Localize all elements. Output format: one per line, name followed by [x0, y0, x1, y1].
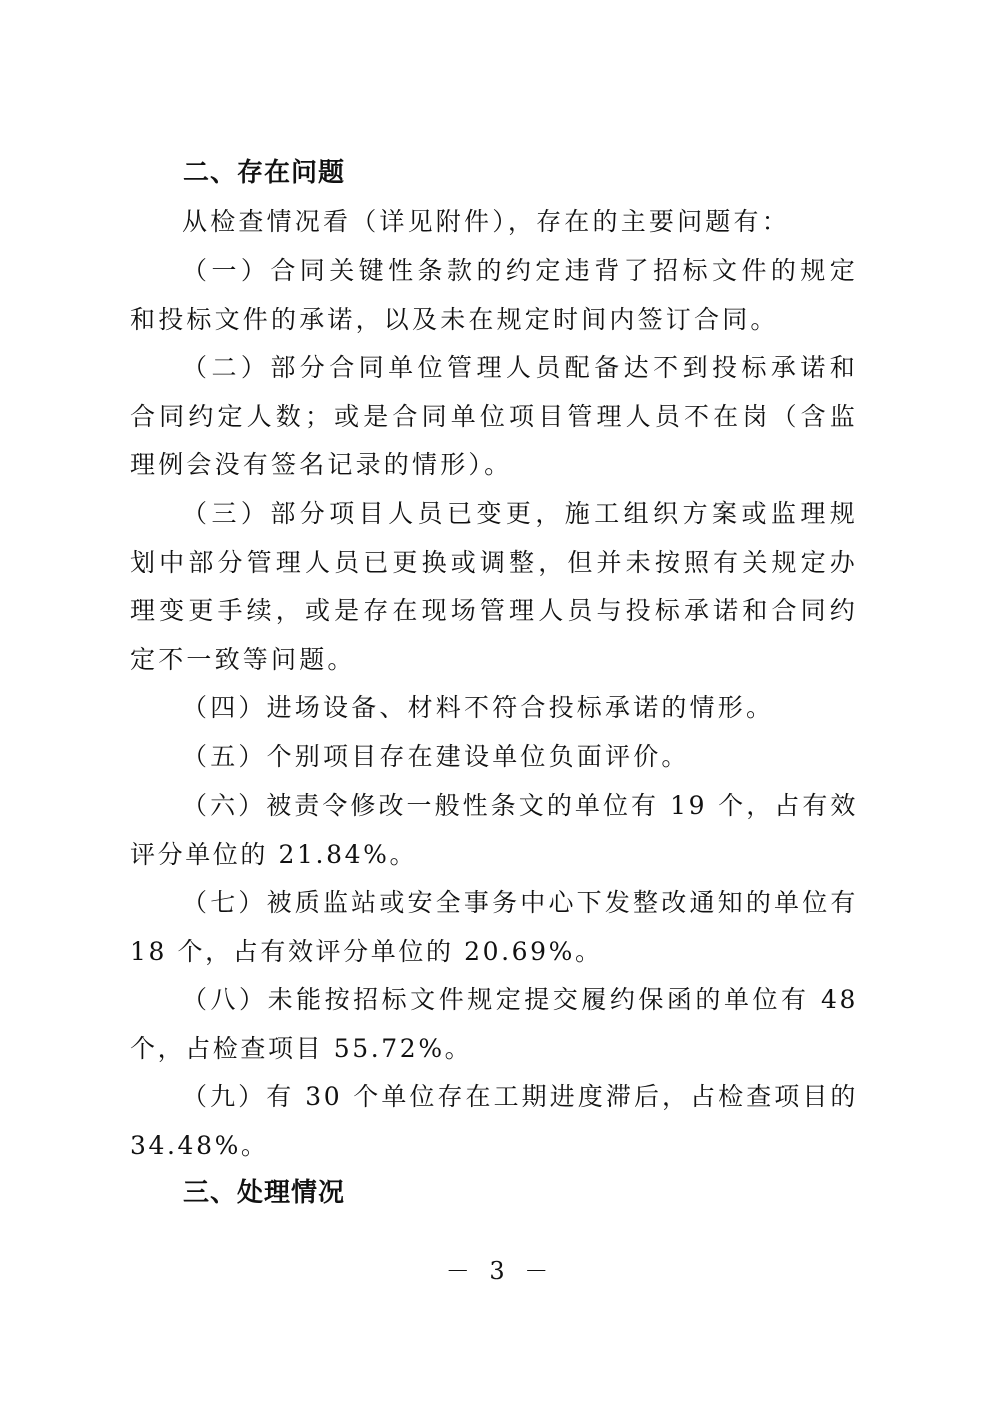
problem-item-8: （八）未能按招标文件规定提交履约保函的单位有 48 个，占检查项目 55.72%。: [130, 985, 858, 1063]
problem-item-1: （一）合同关键性条款的约定违背了招标文件的规定和投标文件的承诺，以及未在规定时间内签订合同。: [130, 256, 858, 334]
problem-item-5: （五）个别项目存在建设单位负面评价。: [182, 742, 690, 771]
problem-item-9: （九）有 30 个单位存在工期进度滞后，占检查项目的 34.48%。: [130, 1082, 858, 1160]
intro-paragraph: 从检查情况看（详见附件），存在的主要问题有：: [182, 207, 790, 236]
problem-item-3: （三）部分项目人员已变更，施工组织方案或监理规划中部分管理人员已更换或调整，但并未按照有关规定办理变更手续，或是存在现场管理人员与投标承诺和合同约定不一致等问题。: [130, 499, 858, 674]
problem-item-2: （二）部分合同单位管理人员配备达不到投标承诺和合同约定人数；或是合同单位项目管理人员不在岗（含监理例会没有签名记录的情形）。: [130, 353, 858, 479]
problem-item-4: （四）进场设备、材料不符合投标承诺的情形。: [182, 693, 775, 722]
section-heading-problems: 二、存在问题: [183, 158, 346, 188]
problem-item-7: （七）被质监站或安全事务中心下发整改通知的单位有 18 个，占有效评分单位的 20.69%。: [130, 888, 858, 966]
problem-item-6: （六）被责令修改一般性条文的单位有 19 个，占有效评分单位的 21.84%。: [130, 791, 858, 869]
section-heading-handling: 三、处理情况: [183, 1178, 346, 1208]
page-number: － 3 －: [445, 1257, 555, 1285]
